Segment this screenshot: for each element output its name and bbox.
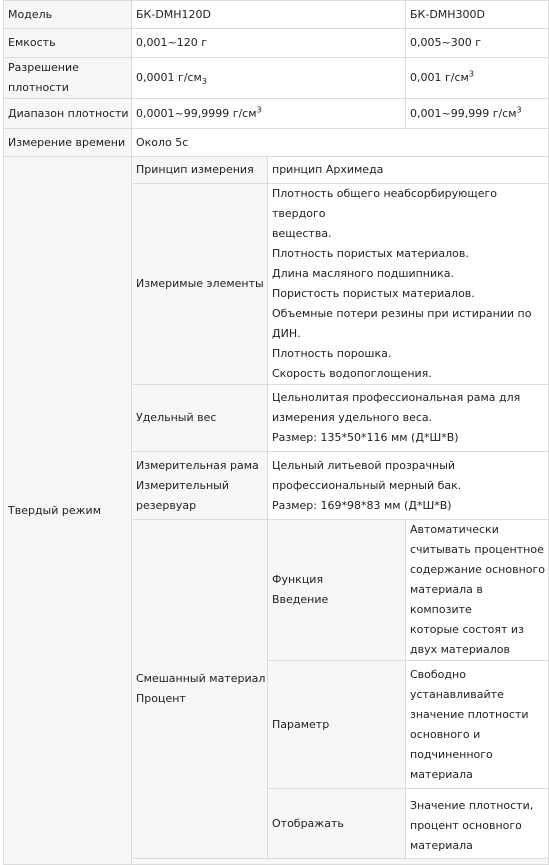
parameter-value: Свободно устанавливайте значение плотности основного и подчиненного материала (406, 661, 549, 789)
capacity-v1: 0,001~120 г (132, 29, 406, 58)
density-resolution-v1-sub: 3 (201, 77, 207, 87)
density-resolution-v2-text: 0,001 г/см (410, 71, 469, 84)
density-resolution-v1 (132, 58, 406, 99)
frame-label: Измерительная рама Измерительный резервуар (132, 452, 268, 520)
function-label: Функция Введение (268, 520, 406, 661)
row-time (4, 129, 549, 157)
solid-mode-label: Твердый режим (4, 157, 132, 865)
time-label: Измерение времени (4, 129, 132, 157)
function-value: Автоматически считывать процентное содержание основного материала в композите которые состоят из двух материалов (406, 520, 549, 661)
density-range-label: Диапазон плотности (4, 99, 132, 129)
parameter-label: Параметр (268, 661, 406, 789)
capacity-v2: 0,005~300 г (406, 29, 549, 58)
mixed-label: Смешанный материал Процент (132, 520, 268, 859)
density-range-v2 (406, 99, 549, 129)
time-value: Около 5с (132, 129, 549, 157)
model-v1: БК-DMH120D (132, 1, 406, 29)
row-model (4, 1, 549, 29)
elements-value: Плотность общего неабсорбирующего твердого вещества. Плотность пористых материалов. Длина масляного подшипника. Пористость пористых материалов. Объемные потери резины при истирании по ДИН. Плотность порошка. Скорость водопоглощения. (268, 184, 549, 385)
model-label: Модель (4, 1, 132, 29)
row-density-range (4, 99, 549, 129)
density-range-v2-sup: 3 (516, 104, 522, 114)
frame-value: Цельный литьевой прозрачный профессиональный мерный бак. Размер: 169*98*83 мм (Д*Ш*В) (268, 452, 549, 520)
row-principle (4, 157, 549, 184)
principle-value: принцип Архимеда (268, 157, 549, 184)
elements-label: Измеримые элементы (132, 184, 268, 385)
density-range-v1 (132, 99, 406, 129)
density-resolution-label: Разрешение плотности (4, 58, 132, 99)
specific-weight-label: Удельный вес (132, 385, 268, 452)
density-resolution-v1-text: 0,0001 г/см (136, 71, 202, 84)
spec-table (3, 0, 549, 865)
density-resolution-v2-sup: 3 (468, 69, 474, 79)
row-density-resolution (4, 58, 549, 99)
density-range-v1-text: 0,0001~99,9999 г/см (136, 106, 257, 120)
density-resolution-v2 (406, 58, 549, 99)
display-label: Отображать (268, 789, 406, 859)
table-bottom-edge (132, 859, 549, 865)
model-v2: БК-DMH300D (406, 1, 549, 29)
specific-weight-value: Цельнолитая профессиональная рама для измерения удельного веса. Размер: 135*50*116 мм (Д*Ш*В) (268, 385, 549, 452)
density-range-v1-sup: 3 (256, 104, 262, 114)
principle-label: Принцип измерения (132, 157, 268, 184)
density-range-v2-text: 0,001~99,999 г/см (410, 106, 517, 120)
display-value: Значение плотности, процент основного материала (406, 789, 549, 859)
capacity-label: Емкость (4, 29, 132, 58)
row-capacity (4, 29, 549, 58)
